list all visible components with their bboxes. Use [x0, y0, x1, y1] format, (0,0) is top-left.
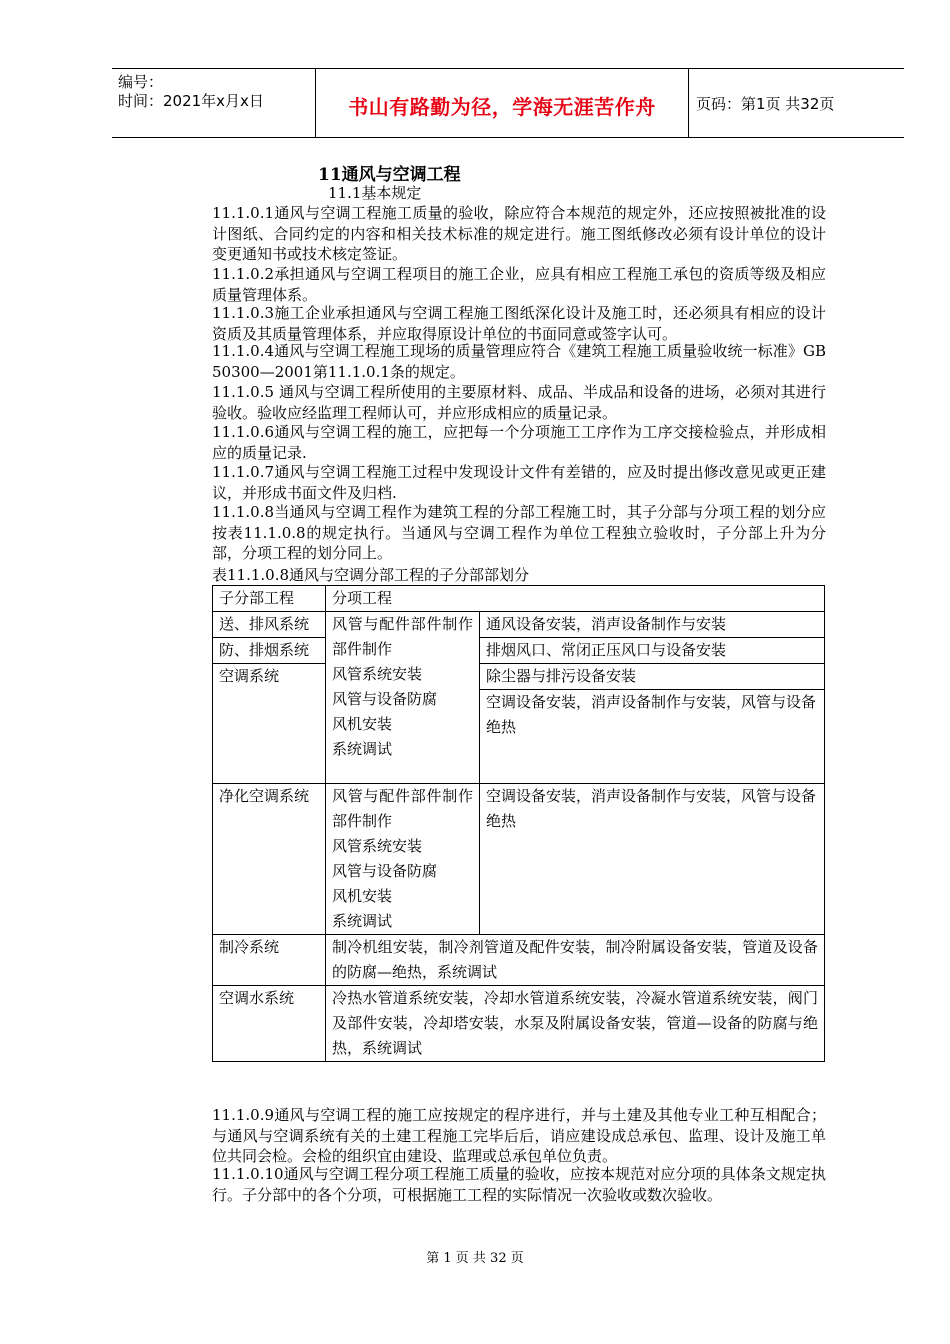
- items-cell: 冷热水管道系统安装，冷却水管道系统安装，冷凝水管道系统安装，阀门及部件安装，冷却塔安装，水泵及附属设备安装，管道—设备的防腐与绝热，系统调试: [326, 986, 825, 1062]
- table-row: [213, 986, 825, 1062]
- time-label: 时间：2021年x月x日: [118, 92, 264, 110]
- header-cell: 子分部工程: [213, 586, 326, 612]
- paragraph: 11.1.0.9通风与空调工程的施工应按规定的程序进行，并与土建及其他专业工种互相配合；与通风与空调系统有关的土建工程施工完毕后后，诮应建设成总承包、监理、设计及施工单位共同会检。会检的组织宜由建设、监理或总承包单位负责。: [212, 1106, 826, 1166]
- chapter-title: 11通风与空调工程: [318, 165, 461, 185]
- table-caption: 表11.1.0.8通风与空调分部工程的子分部部划分: [212, 566, 530, 584]
- item-line: 风管系统安装: [332, 665, 423, 683]
- common-items-cell: [326, 612, 480, 784]
- table-row: [213, 664, 825, 690]
- paragraph: 11.1.0.7通风与空调工程施工过程中发现设计文件有差错的，应及时提出修改意见或更正建议，并形成书面文件及归档.: [212, 463, 826, 502]
- paragraph: 11.1.0.3施工企业承担通风与空调工程施工图纸深化设计及施工时，还必须具有相应的设计资质及其质量管理体系，并应取得原设计单位的书面同意或签字认可。: [212, 304, 826, 343]
- item-line: 系统调试: [332, 912, 393, 930]
- items-cell: 制冷机组安装，制冷剂管道及配件安装，制冷附属设备安装，管道及设备的防腐—绝热，系统调试: [326, 935, 825, 986]
- paragraph: 11.1.0.10通风与空调工程分项工程施工质量的验收，应按本规范对应分项的具体条文规定执行。子分部中的各个分项，可根据施工工程的实际情况一次验收或数次验收。: [212, 1165, 826, 1204]
- sub-name-cell: 送、排风系统: [213, 612, 326, 638]
- extra-items-cell: 除尘器与排污设备安装: [480, 664, 825, 690]
- paragraph: 11.1.0.5 通风与空调工程所使用的主要原材料、成品、半成品和设备的进场，必须对其进行验收。验收应经监理工程师认可，并应形成相应的质量记录。: [212, 383, 826, 422]
- paragraph: 11.1.0.4通风与空调工程施工现场的质量管理应符合《建筑工程施工质量验收统一标准》GB 50300—2001第11.1.0.1条的规定。: [212, 342, 826, 381]
- header-page-label: 页码：第1页 共32页: [696, 95, 835, 113]
- header-motto: 书山有路勤为径，学海无涯苦作舟: [348, 95, 656, 119]
- paragraph: 11.1.0.1通风与空调工程施工质量的验收，除应符合本规范的规定外，还应按照被批准的设计图纸、合同约定的内容和相关技术标准的规定进行。施工图纸修改必须有设计单位的设计变更通知书或技术核定签证。: [212, 204, 826, 264]
- common-items-cell: [326, 784, 480, 935]
- paragraph: 11.1.0.6通风与空调工程的施工，应把每一个分项施工工序作为工序交接检验点，并形成相应的质量记录.: [212, 423, 826, 462]
- table-row: [213, 935, 825, 986]
- table-row: [213, 784, 825, 935]
- paragraph: 11.1.0.2承担通风与空调工程项目的施工企业，应具有相应工程施工承包的资质等级及相应质量管理体系。: [212, 265, 826, 304]
- sub-name-cell: 空调水系统: [213, 986, 326, 1062]
- sub-name-cell: 空调系统: [213, 664, 326, 784]
- item-line: 风管与设备防腐: [332, 690, 438, 708]
- sub-name-cell: 防、排烟系统: [213, 638, 326, 664]
- section-title: 11.1基本规定: [328, 184, 422, 202]
- table-row: [213, 638, 825, 664]
- item-line: 风管与配件部件制作: [332, 615, 473, 633]
- header-cell: 分项工程: [326, 586, 825, 612]
- paragraph: 11.1.0.8当通风与空调工程作为建筑工程的分部工程施工时，其子分部与分项工程的划分应按表11.1.0.8的规定执行。当通风与空调工程作为单位工程独立验收时，子分部上升为分部，分项工程的划分同上。: [212, 503, 826, 563]
- sub-name-cell: 制冷系统: [213, 935, 326, 986]
- item-line: 风机安装: [332, 715, 393, 733]
- extra-items-cell: 空调设备安装，消声设备制作与安装，风管与设备绝热: [480, 690, 825, 784]
- item-line: 风机安装: [332, 887, 393, 905]
- header-meta: [118, 73, 264, 111]
- extra-items-cell: 通风设备安装，消声设备制作与安装: [480, 612, 825, 638]
- item-line: 系统调试: [332, 740, 393, 758]
- sub-name-cell: 净化空调系统: [213, 784, 326, 935]
- id-label: 编号：: [118, 73, 164, 91]
- item-line: 风管系统安装: [332, 837, 423, 855]
- subdivision-table: [212, 585, 825, 1062]
- extra-items-cell: 排烟风口、常闭正压风口与设备安装: [480, 638, 825, 664]
- item-line: 部件制作: [332, 640, 393, 658]
- page-header: [112, 68, 904, 138]
- header-divider: [688, 69, 689, 137]
- item-line: 风管与配件部件制作: [332, 787, 473, 805]
- extra-items-cell: 空调设备安装，消声设备制作与安装，风管与设备绝热: [480, 784, 825, 935]
- item-line: 风管与设备防腐: [332, 862, 438, 880]
- table-row: [213, 612, 825, 638]
- page-footer: 第 1 页 共 32 页: [426, 1251, 524, 1266]
- item-line: 部件制作: [332, 812, 393, 830]
- table-header-row: [213, 586, 825, 612]
